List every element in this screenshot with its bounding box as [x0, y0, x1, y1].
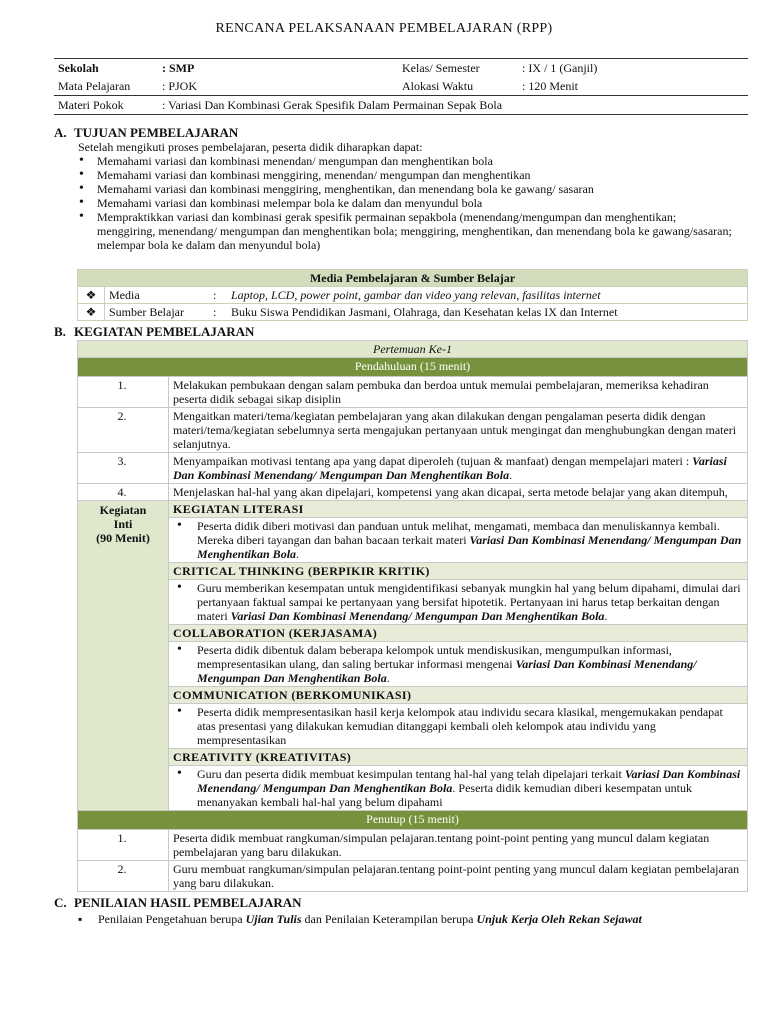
section-c-heading — [54, 896, 302, 910]
assessment-emphasis: Unjuk Kerja Oleh Rekan Sejawat — [476, 912, 642, 926]
objective-item: • Memahami variasi dan kombinasi menggiring, menghentikan, dan menendang bola ke gawang/ sasaran — [76, 182, 736, 196]
step-text: Melakukan pembukaan dengan salam pembuka dan berdoa untuk memulai pembelajaran, memeriksa kehadiran peserta didik sebagai sikap disiplin — [169, 377, 748, 408]
activity-text: Peserta didik diberi motivasi dan panduan untuk melihat, mengamati, membaca dan menuliskannya kembali. Mereka diberi tayangan dan bahan bacaan terkait materi — [197, 519, 720, 547]
pendahuluan-row — [78, 484, 748, 501]
activity-emphasis: Variasi Dan Kombinasi Menendang/ Mengumpan Dan Menghentikan Bola — [197, 533, 742, 561]
activity-tail: . — [604, 609, 608, 623]
step-tail: . — [509, 468, 513, 482]
assessment-text: dan Penilaian Keterampilan berupa — [301, 912, 477, 926]
waktu-label: Alokasi Waktu — [402, 79, 474, 93]
step-number: 4. — [78, 484, 169, 501]
objective-item: • Mempraktikkan variasi dan kombinasi gerak spesifik permainan sepakbola (menendang/mengumpan dan menghentikan; menggiring, menendang/ mengumpan dan menghentikan bola; menggiring, menghentikan, dan menendang bola ke gawang/sasaran; melempar bola ke dalam dan menyundul bola) — [76, 210, 736, 252]
section-b-heading — [54, 325, 254, 339]
activity-emphasis: Variasi Dan Kombinasi Menendang/ Mengumpan Dan Menghentikan Bola — [197, 657, 697, 685]
activities-table — [77, 340, 748, 892]
source-value: Buku Siswa Pendidikan Jasmani, Olahraga, dan Kesehatan kelas IX dan Internet — [227, 304, 748, 321]
sekolah-label: Sekolah — [54, 59, 158, 78]
inti-row — [78, 501, 748, 518]
objective-item: • Memahami variasi dan kombinasi menggiring, menendan/ mengumpan dan menghentikan — [76, 168, 736, 182]
source-label: Sumber Belajar — [105, 304, 210, 321]
activity-emphasis: Variasi Dan Kombinasi Menendang/ Mengumpan Dan Menghentikan Bola — [197, 767, 741, 795]
step-text: Guru membuat rangkuman/simpulan pelajaran.tentang point-point penting yang muncul dalam kegiatan pembelajaran yang baru dilakukan. — [169, 861, 748, 892]
identity-table — [54, 58, 748, 115]
literasi-heading: KEGIATAN LITERASI — [169, 501, 748, 518]
square-bullet-icon: ▪ — [78, 912, 83, 926]
kegiatan-inti-label — [78, 501, 169, 811]
activity-text: Peserta didik dibentuk dalam beberapa kelompok untuk mendiskusikan, mengumpulkan informasi, mempresentasikan ulang, dan saling bertukar informasi mengenai — [197, 643, 672, 671]
collaboration-text — [169, 642, 748, 687]
objectives-list — [76, 154, 736, 252]
objective-item: • Memahami variasi dan kombinasi menendan/ mengumpan dan menghentikan bola — [76, 154, 736, 168]
step-emphasis: Variasi Dan Kombinasi Menendang/ Mengumpan Dan Menghentikan Bola — [173, 454, 727, 482]
document-title: RENCANA PELAKSANAAN PEMBELAJARAN (RPP) — [215, 21, 553, 36]
kelas-label: Kelas/ Semester — [398, 59, 518, 78]
pendahuluan-row — [78, 408, 748, 453]
identity-row — [54, 96, 748, 115]
step-number: 1. — [78, 377, 169, 408]
inti-label-line: Inti — [113, 517, 133, 531]
inti-label-line: (90 Menit) — [96, 531, 150, 545]
meeting-label: Pertemuan Ke-1 — [78, 341, 748, 358]
section-a-title: TUJUAN PEMBELAJARAN — [74, 125, 239, 140]
creativity-heading: CREATIVITY (KREATIVITAS) — [169, 749, 748, 766]
communication-heading: COMMUNICATION (BERKOMUNIKASI) — [169, 687, 748, 704]
objectives-intro: Setelah mengikuti proses pembelajaran, peserta didik diharapkan dapat: — [78, 140, 423, 154]
critical-thinking-text — [169, 580, 748, 625]
penutup-header: Penutup (15 menit) — [78, 811, 748, 830]
penutup-row — [78, 830, 748, 861]
identity-row — [54, 77, 748, 96]
mapel-value: : PJOK — [162, 79, 198, 93]
media-value: Laptop, LCD, power point, gambar dan video yang relevan, fasilitas internet — [227, 287, 748, 304]
pendahuluan-row — [78, 377, 748, 408]
section-c-letter: C. — [54, 895, 67, 910]
section-c-title: PENILAIAN HASIL PEMBELAJARAN — [74, 895, 302, 910]
inti-label-line: Kegiatan — [99, 503, 147, 517]
step-text: Menjelaskan hal-hal yang akan dipelajari, kompetensi yang akan dicapai, serta metode belajar yang akan ditempuh, — [169, 484, 748, 501]
creativity-text — [169, 766, 748, 811]
collaboration-heading: COLLABORATION (KERJASAMA) — [169, 625, 748, 642]
step-text: Mengaitkan materi/tema/kegiatan pembelajaran yang akan dilakukan dengan pengalaman peserta didik dengan materi/tema/kegiatan sebelumnya serta mengajukan pertanyaan untuk mengingat dan menghubungkan dengan materi selanjutnya. — [169, 408, 748, 453]
step-text: Peserta didik membuat rangkuman/simpulan pelajaran.tentang point-point penting yang muncul dalam kegiatan pembelajaran yang baru dilakukan. — [169, 830, 748, 861]
literasi-text — [169, 518, 748, 563]
pendahuluan-row — [78, 453, 748, 484]
assessment-emphasis: Ujian Tulis — [245, 912, 302, 926]
step-number: 1. — [78, 830, 169, 861]
mapel-label: Mata Pelajaran — [58, 79, 131, 93]
media-row — [78, 304, 748, 321]
assessment-text: Penilaian Pengetahuan berupa — [98, 912, 246, 926]
communication-text — [169, 704, 748, 749]
penutup-row — [78, 861, 748, 892]
media-header-row — [78, 270, 748, 287]
media-colon: : — [209, 287, 227, 304]
step-text-container — [169, 453, 748, 484]
materi-value: : Variasi Dan Kombinasi Gerak Spesifik Dalam Permainan Sepak Bola — [158, 96, 748, 115]
media-row — [78, 287, 748, 304]
activity-text: Guru memberikan kesempatan untuk mengidentifikasi sebanyak mungkin hal yang belum dipahami, dimulai dari pertanyaan faktual sampai ke pertanyaan yang bersifat hipotetik. Pertanyaan ini harus tetap berkaitan dengan materi — [197, 581, 741, 623]
section-b-title: KEGIATAN PEMBELAJARAN — [74, 324, 255, 339]
section-b-letter: B. — [54, 324, 66, 339]
materi-label: Materi Pokok — [54, 96, 158, 115]
activity-tail: . — [296, 547, 300, 561]
diamond-bullet-icon: ❖ — [78, 287, 105, 304]
identity-row — [54, 59, 748, 78]
section-a-heading — [54, 126, 238, 140]
diamond-bullet-icon: ❖ — [78, 304, 105, 321]
activity-tail: . — [386, 671, 390, 685]
step-text: Menyampaikan motivasi tentang apa yang dapat diperoleh (tujuan & manfaat) dengan mempelajari materi : — [173, 454, 690, 468]
media-header: Media Pembelajaran & Sumber Belajar — [78, 270, 748, 287]
activity-tail: . Peserta didik kemudian diberi kesempatan untuk menanyakan kembali hal-hal yang belum dipahami — [197, 781, 693, 809]
media-label: Media — [105, 287, 210, 304]
activity-text: Peserta didik mempresentasikan hasil kerja kelompok atau individu secara klasikal, mengemukakan pendapat atas presentasi yang dilakukan kemudian ditanggapi kembali oleh kelompok atau individu yang mempresentasikan — [197, 705, 723, 747]
source-colon: : — [209, 304, 227, 321]
step-number: 2. — [78, 408, 169, 453]
sekolah-value: : SMP — [158, 59, 398, 78]
step-number: 3. — [78, 453, 169, 484]
waktu-value: : 120 Menit — [522, 79, 578, 93]
activity-text: Guru dan peserta didik membuat kesimpulan tentang hal-hal yang telah dipelajari terkait — [197, 767, 625, 781]
media-table — [77, 269, 748, 321]
pendahuluan-header: Pendahuluan (15 menit) — [78, 358, 748, 377]
activity-emphasis: Variasi Dan Kombinasi Menendang/ Mengumpan Dan Menghentikan Bola — [230, 609, 605, 623]
assessment-line — [78, 912, 642, 926]
section-a-letter: A. — [54, 125, 67, 140]
kelas-value: : IX / 1 (Ganjil) — [518, 59, 748, 78]
step-number: 2. — [78, 861, 169, 892]
critical-thinking-heading: CRITICAL THINKING (BERPIKIR KRITIK) — [169, 563, 748, 580]
objective-item: • Memahami variasi dan kombinasi melempar bola ke dalam dan menyundul bola — [76, 196, 736, 210]
